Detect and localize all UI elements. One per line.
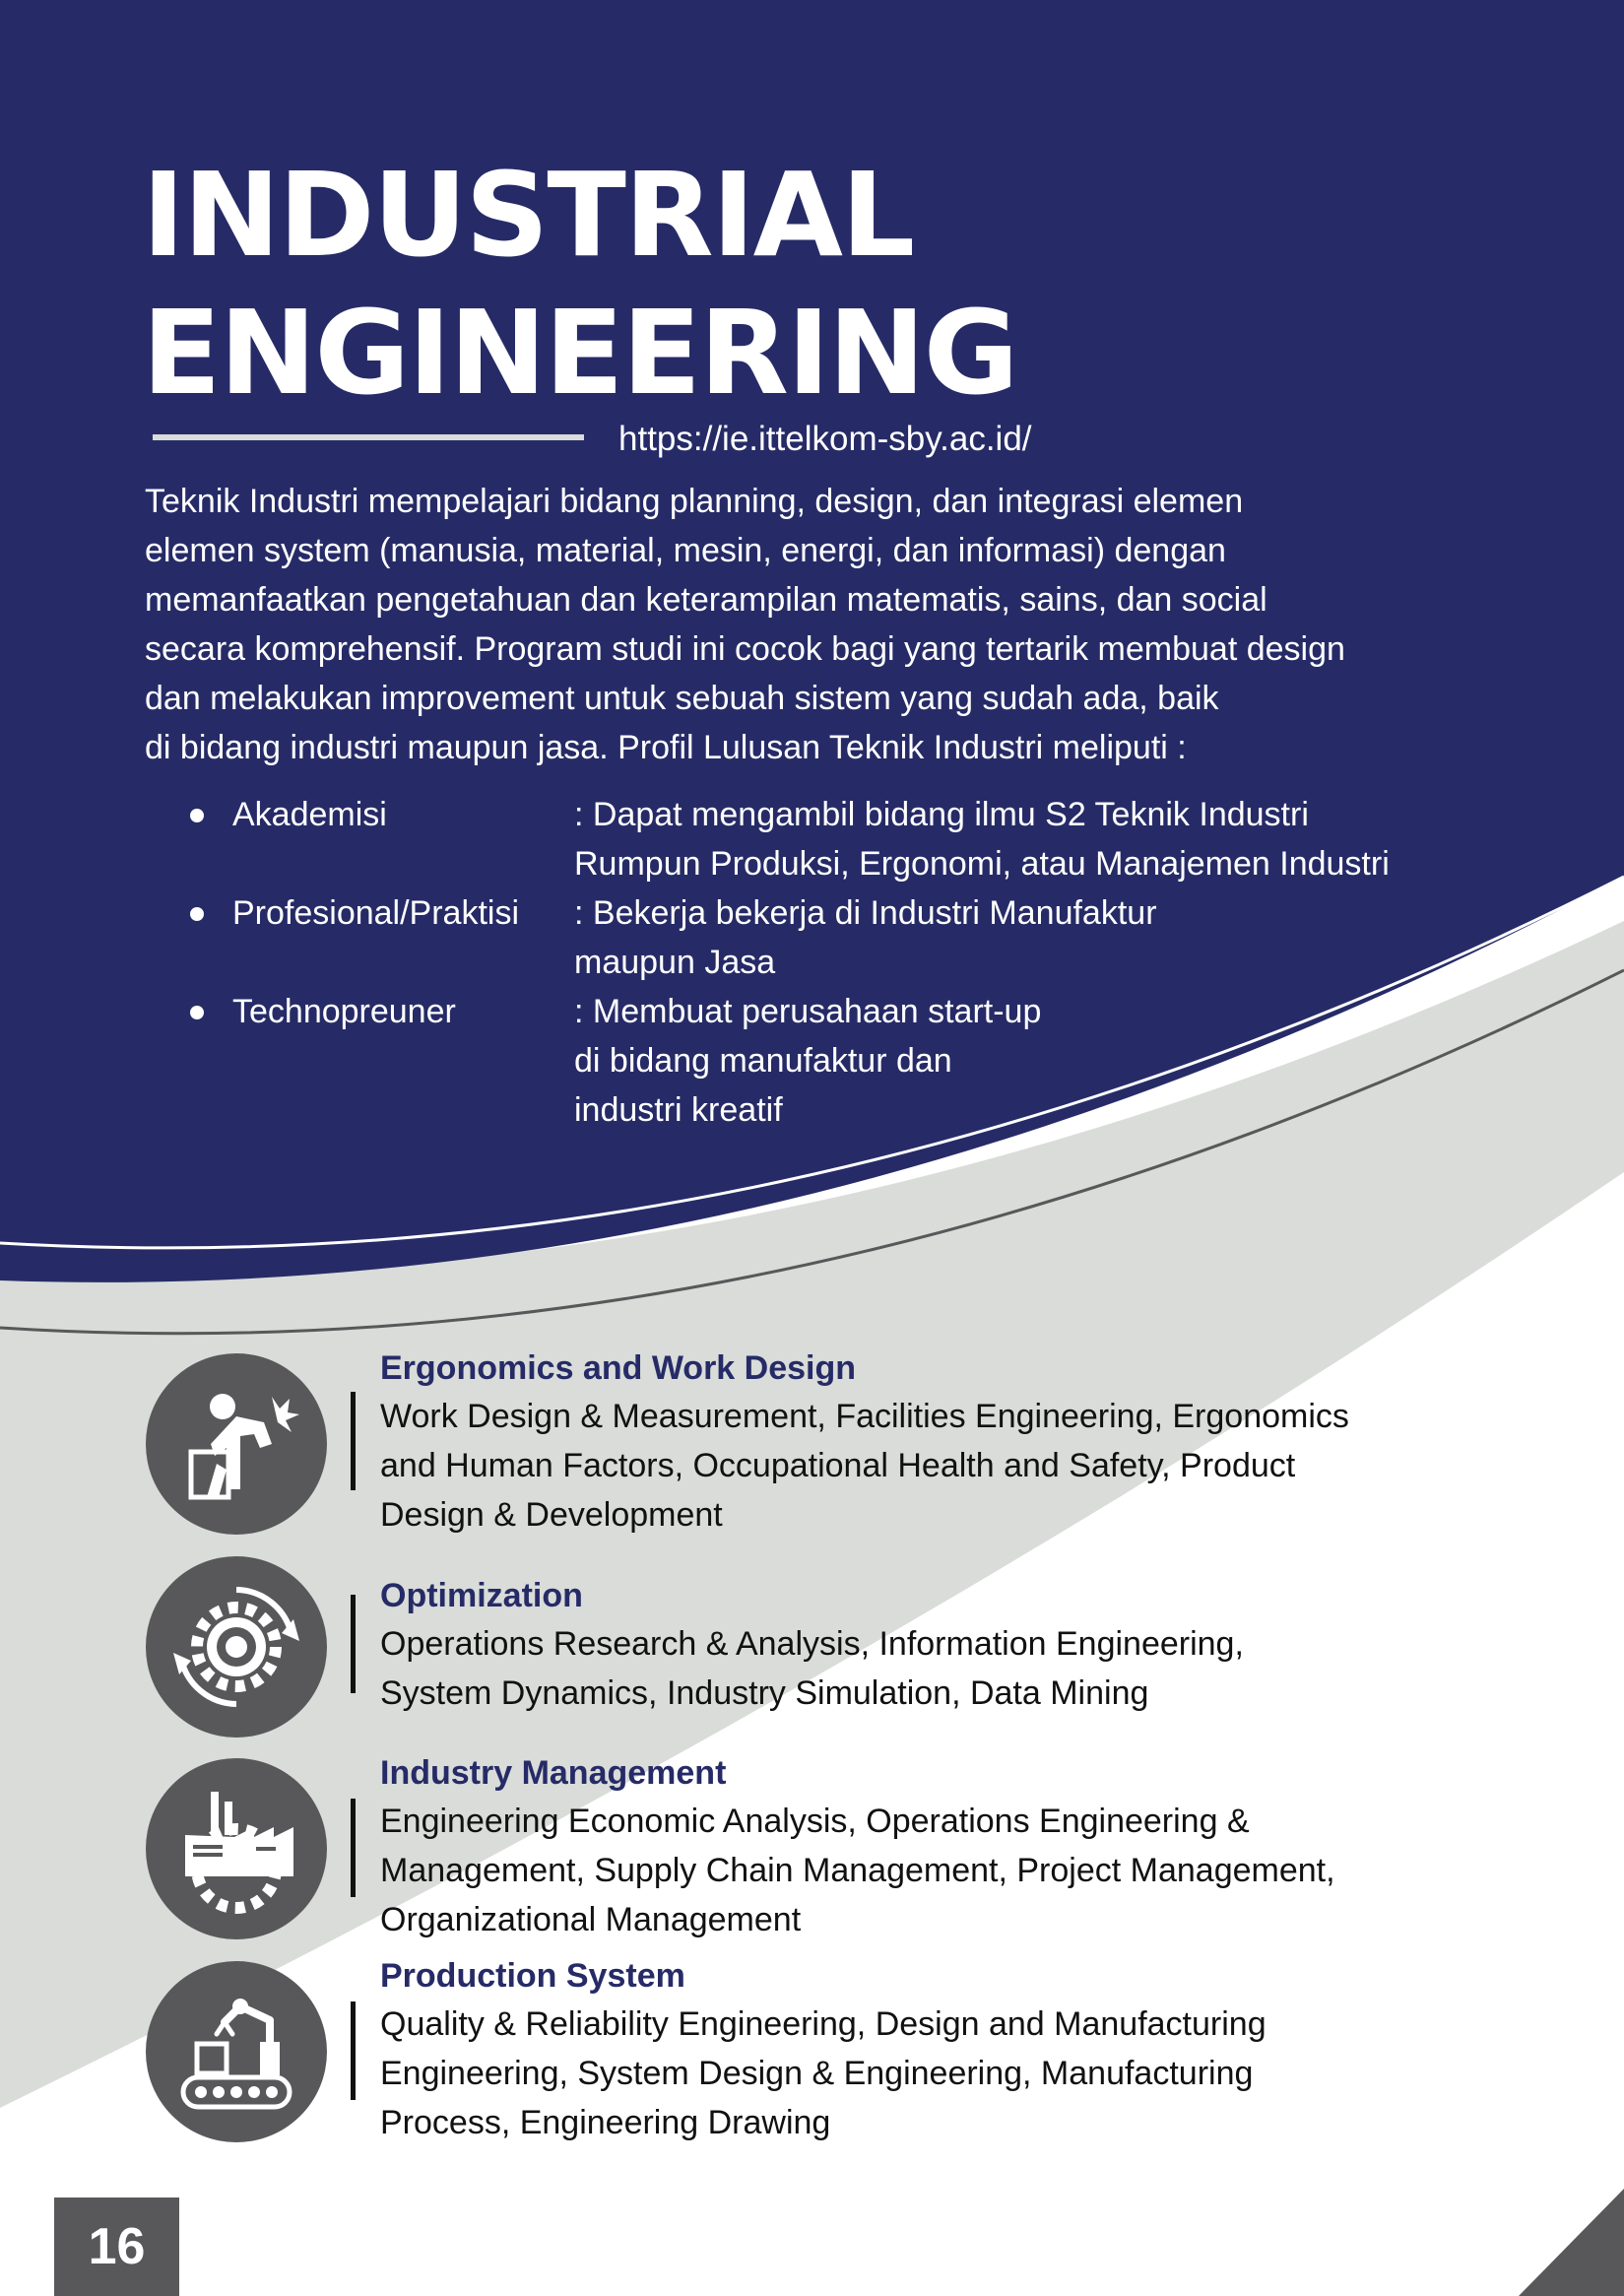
field-divider [351,1799,356,1897]
title-line-2: ENGINEERING [142,285,1017,421]
title-line-1: INDUSTRIAL [142,147,914,283]
profile-label: Technopreuner [232,993,456,1030]
field-divider [351,2001,356,2100]
profile-description: : Dapat mengambil bidang ilmu S2 Teknik Industri Rumpun Produksi, Ergonomi, atau Manajemen Industri [574,796,1390,883]
field-title: Production System [380,1957,685,1995]
field-description: Work Design & Measurement, Facilities Engineering, Ergonomics and Human Factors, Occupational Health and Safety, Product Design & Development [380,1398,1349,1534]
field-title: Ergonomics and Work Design [380,1349,857,1387]
intro-paragraph: Teknik Industri mempelajari bidang planning, design, dan integrasi elemen elemen system (manusia, material, mesin, energi, dan informasi) dengan memanfaatkan pengetahuan dan keterampilan matematis, sains, dan social secara komprehensif. Program studi ini cocok bagi yang tertarik membuat design dan melakukan improvement untuk sebuah sistem yang sudah ada, baik di bidang industri maupun jasa. Profil Lulusan Teknik Industri meliputi : [145,483,1345,766]
profile-label: Profesional/Praktisi [232,894,520,932]
field-ergonomics [380,1345,1572,1540]
field-description: Quality & Reliability Engineering, Design and Manufacturing Engineering, System Design & Engineering, Manufacturing Process, Engineering Drawing [380,2005,1267,2141]
page-number: 16 [54,2198,179,2296]
profile-label: Akademisi [232,796,387,833]
robot-arm-conveyor-icon [146,1961,327,2142]
field-production-system [380,1952,1572,2147]
field-title: Optimization [380,1577,583,1614]
title-divider [153,434,584,440]
field-description: Operations Research & Analysis, Information Engineering, System Dynamics, Industry Simulation, Data Mining [380,1625,1244,1712]
bullet-icon [190,1006,204,1019]
field-title: Industry Management [380,1754,727,1792]
field-divider [351,1392,356,1490]
page-title [142,146,1016,422]
bullet-icon [190,809,204,822]
ergonomics-icon [146,1353,327,1535]
field-industry-management [380,1749,1572,1944]
bullet-icon [190,907,204,921]
optimization-gear-icon [146,1556,327,1738]
website-link[interactable]: https://ie.ittelkom-sby.ac.id/ [618,420,1032,458]
field-description: Engineering Economic Analysis, Operations Engineering & Management, Supply Chain Management, Project Management, Organizational Management [380,1803,1335,1938]
profile-description: : Membuat perusahaan start-up di bidang manufaktur dan industri kreatif [574,993,1042,1129]
profile-description: : Bekerja bekerja di Industri Manufaktur maupun Jasa [574,894,1157,981]
field-divider [351,1595,356,1693]
field-optimization [380,1572,1572,1718]
corner-triangle [1519,2189,1624,2296]
factory-gear-icon [146,1758,327,1939]
